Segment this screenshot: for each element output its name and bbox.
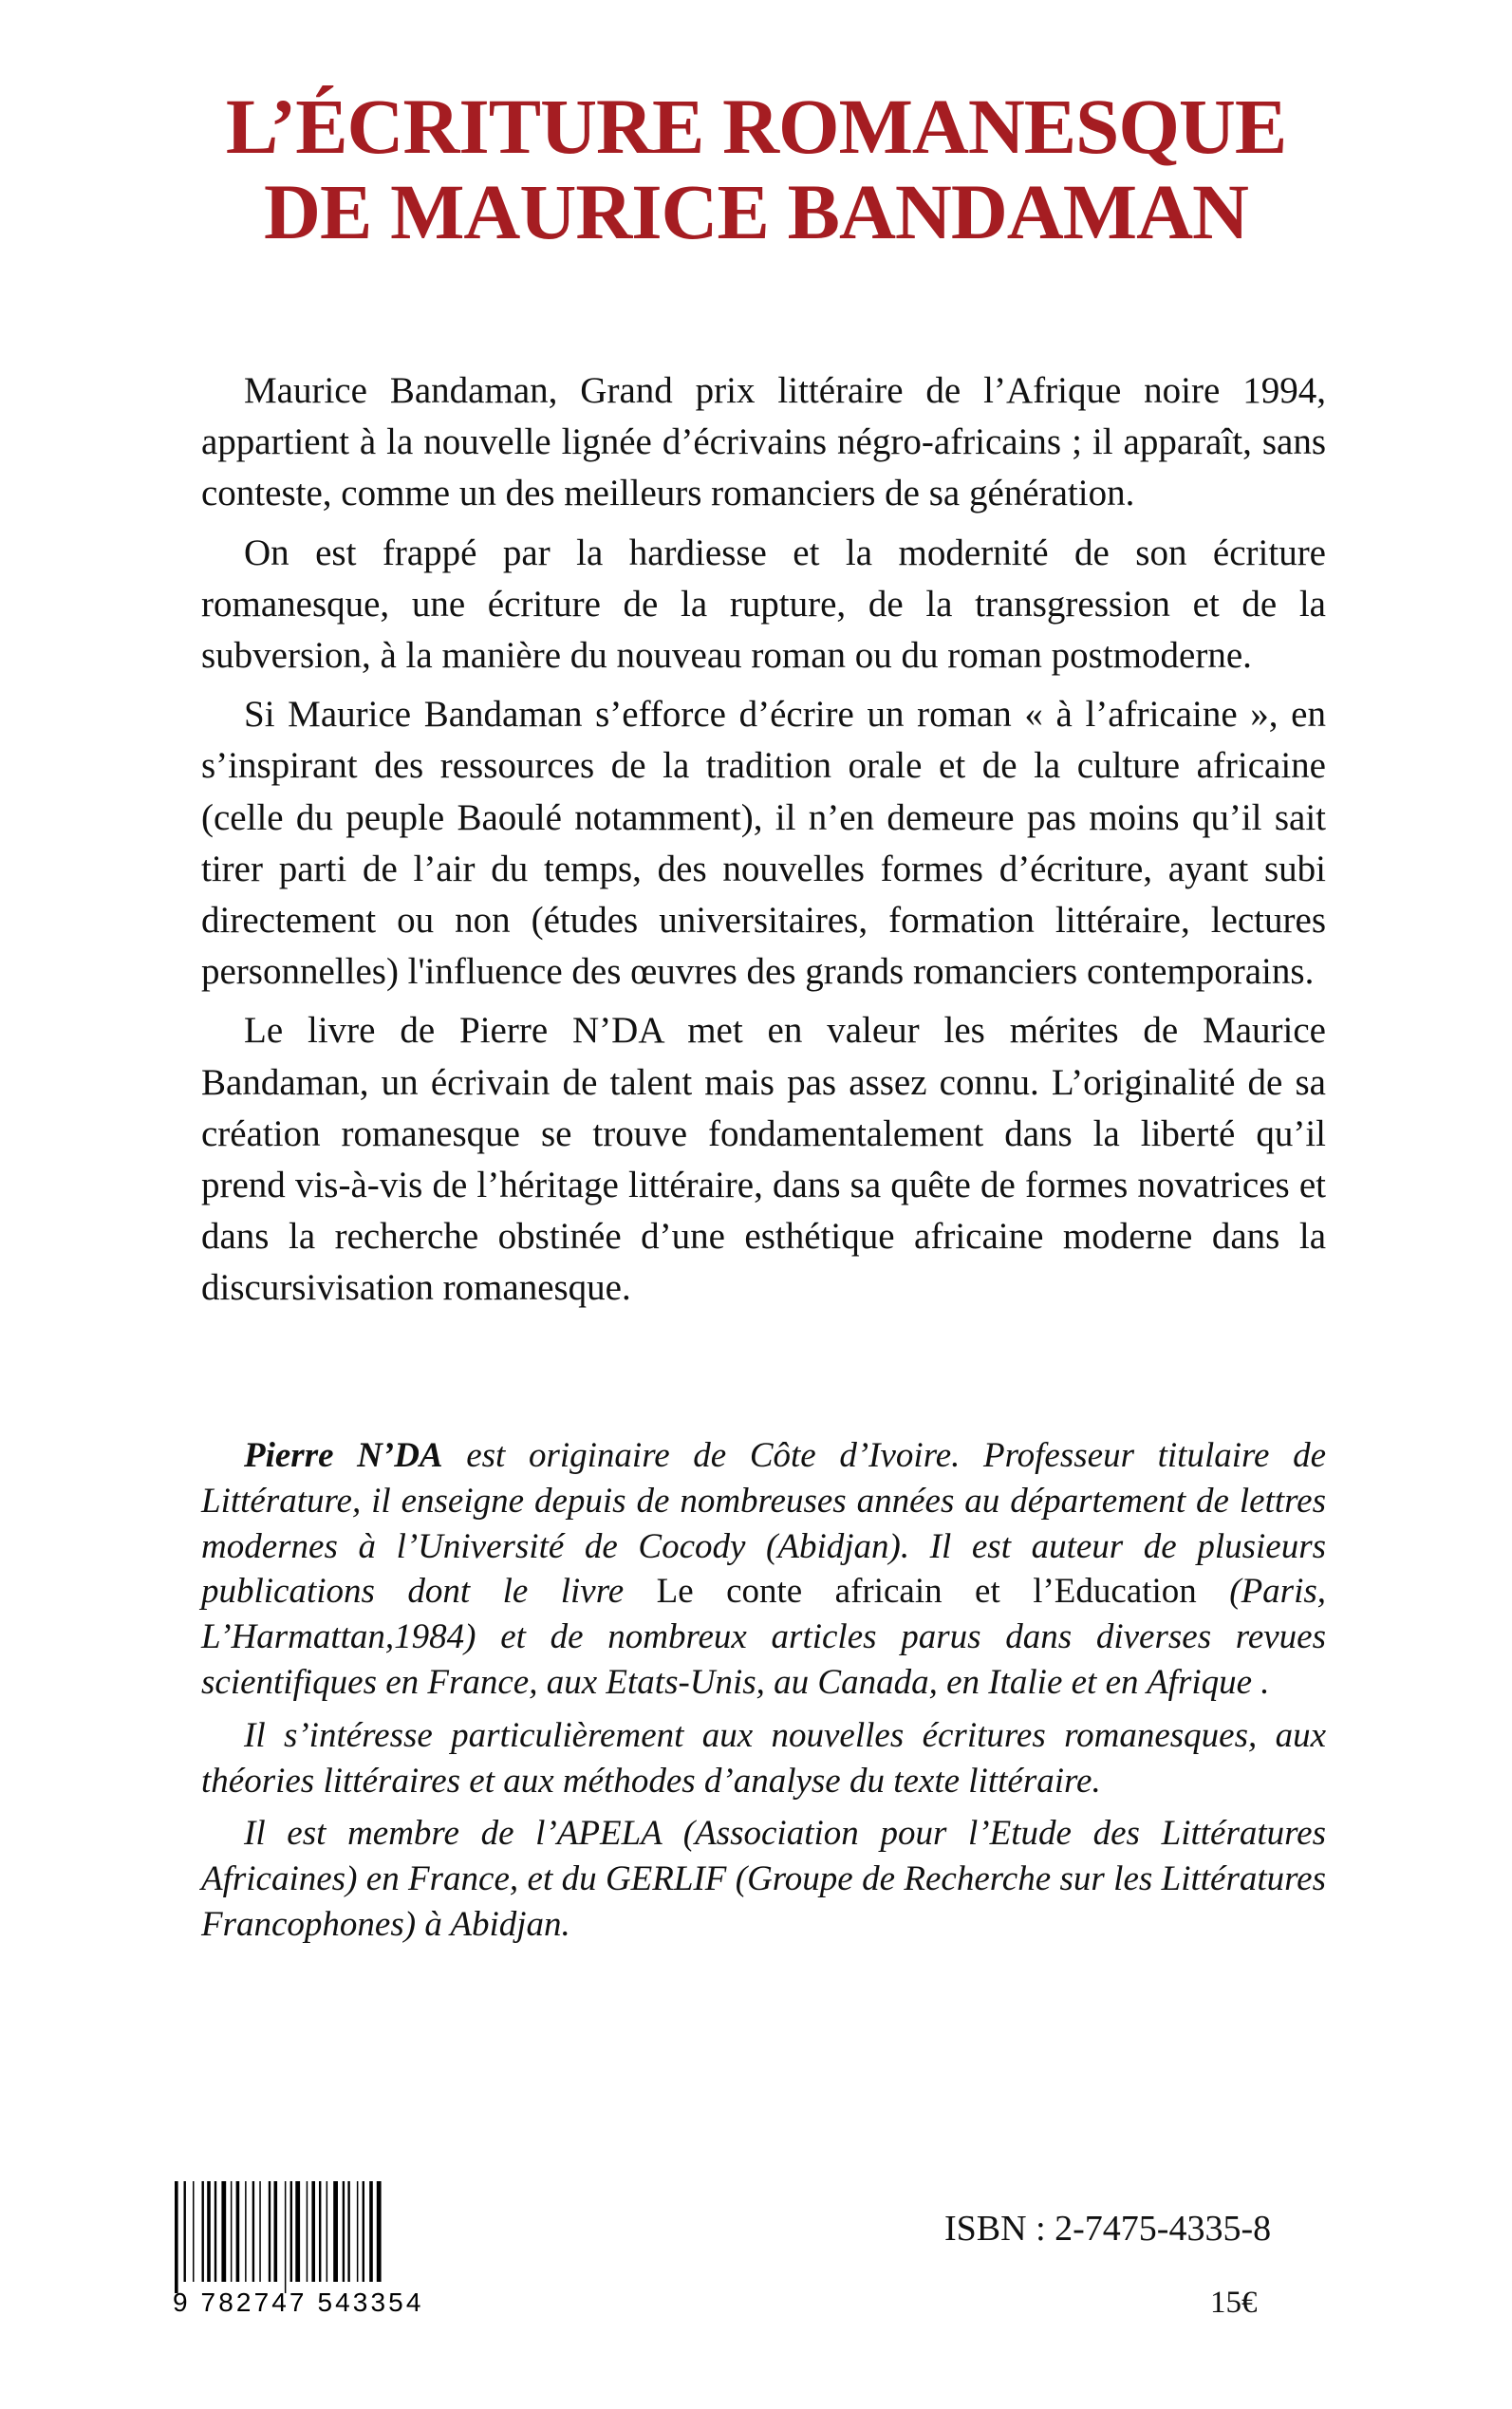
- book-title: [0, 84, 1512, 254]
- summary-paragraph-2: On est frappé par la hardiesse et la modernité de son écriture romanesque, une écriture de la rupture, de la transgression et de la subversion, à la manière du nouveau roman ou du roman postmoderne.: [201, 532, 1326, 677]
- summary-paragraph-4: Le livre de Pierre N’DA met en valeur les mérites de Maurice Bandaman, un écrivain de talent mais pas assez connu. L’originalité de sa création romanesque se trouve fondamentalement dans la liberté qu’il prend vis-à-vis de l’héritage littéraire, dans sa quête de formes novatrices et dans la recherche obstinée d’une esthétique africaine moderne dans la discursivisation romanesque.: [201, 1010, 1326, 1309]
- bio-text-1: est originaire de Côte d’Ivoire. Professeur titulaire de Littérature, il enseigne depuis de nombreuses années au département de lettres modernes à l’Université de Cocody (Abidjan). Il est auteur de plusieurs publications dont le livre: [201, 1436, 1327, 1612]
- summary-text: [201, 365, 1326, 1322]
- bio-paragraph-2: Il s’intéresse particulièrement aux nouvelles écritures romanesques, aux théories littéraires et aux méthodes d’analyse du texte littéraire.: [201, 1715, 1326, 1801]
- cited-book-title: Le conte africain et l’Education: [656, 1572, 1197, 1612]
- bio-text-2: (Paris, L’Harmattan,1984) et de nombreux articles parus dans diverses revues scientifiques en France, aux Etats-Unis, au Canada, en Italie et en Afrique .: [201, 1572, 1327, 1702]
- bio-paragraph-1: [201, 1433, 1326, 1706]
- summary-paragraph-1: Maurice Bandaman, Grand prix littéraire de l’Afrique noire 1994, appartient à la nouvelle lignée d’écrivains négro-africains ; il apparaît, sans conteste, comme un des meilleurs romanciers de sa génération.: [201, 370, 1326, 514]
- title-line-1: L’ÉCRITURE ROMANESQUE: [225, 83, 1287, 170]
- bio-paragraph-3: Il est membre de l’APELA (Association pour l’Etude des Littératures Africaines) en France, et du GERLIF (Groupe de Recherche sur les Littératures Francophones) à Abidjan.: [201, 1814, 1326, 1944]
- price: 15€: [1210, 2286, 1258, 2320]
- barcode: [173, 2181, 475, 2322]
- author-name: Pierre N’DA: [244, 1436, 443, 1475]
- isbn: ISBN : 2-7475-4335-8: [944, 2209, 1272, 2249]
- author-bio: [201, 1433, 1326, 1955]
- summary-paragraph-3: Si Maurice Bandaman s’efforce d’écrire un roman « à l’africaine », en s’inspirant des ressources de la tradition orale et de la culture africaine (celle du peuple Baoulé notamment), il n’en demeure pas moins qu’il sait tirer parti de l’air du temps, des nouvelles formes d’écriture, ayant subi directement ou non (études universitaires, formation littéraire, lectures personnelles) l'influence des œuvres des grands romanciers contemporains.: [201, 694, 1326, 993]
- title-line-2: DE MAURICE BANDAMAN: [264, 168, 1248, 255]
- barcode-bars: [173, 2181, 475, 2293]
- barcode-digits: 9 782747 543354: [173, 2288, 424, 2317]
